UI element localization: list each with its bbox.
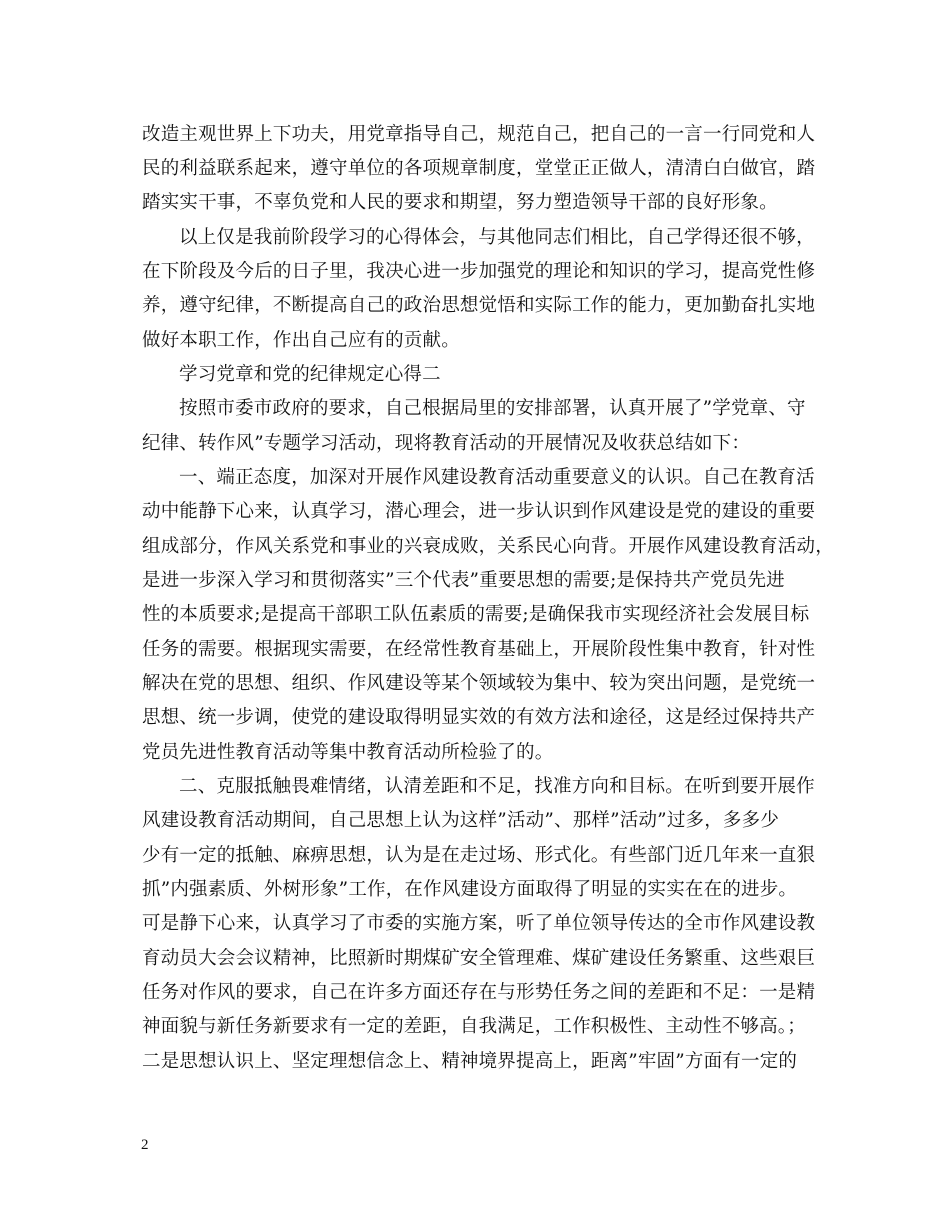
body-text-line: 是进一步深入学习和贯彻落实”三个代表”重要思想的需要;是保持共产党员先进 xyxy=(142,570,785,591)
body-text-line: 育动员大会会议精神，比照新时期煤矿安全管理难、煤矿建设任务繁重、这些艰巨 xyxy=(142,948,816,969)
body-text-line: 少有一定的抵触、麻痹思想，认为是在走过场、形式化。有些部门近几年来一直狠 xyxy=(142,845,816,866)
body-text-line: 任务的需要。根据现实需要，在经常性教育基础上，开展阶段性集中教育，针对性 xyxy=(142,639,816,660)
body-text-line: 抓”内强素质、外树形象”工作，在作风建设方面取得了明显的实实在在的进步。 xyxy=(142,879,798,900)
body-text-line: 以上仅是我前阶段学习的心得体会，与其他同志们相比，自己学得还很不够， xyxy=(179,227,815,248)
body-text-line: 踏实实干事，不辜负党和人民的要求和期望，努力塑造领导干部的良好形象。 xyxy=(142,192,778,213)
section-heading: 学习党章和党的纪律规定心得二 xyxy=(179,364,441,385)
body-text-line: 风建设教育活动期间，自己思想上认为这样”活动”、那样”活动”过多，多多少 xyxy=(142,810,780,831)
page-number: 2 xyxy=(141,1137,149,1153)
body-text-line: 民的利益联系起来，遵守单位的各项规章制度，堂堂正正做人，清清白白做官，踏 xyxy=(142,158,816,179)
body-text-line: 可是静下心来，认真学习了市委的实施方案，听了单位领导传达的全市作风建设教 xyxy=(142,913,816,934)
body-text-line: 二、克服抵触畏难情绪，认清差距和不足，找准方向和目标。在听到要开展作 xyxy=(179,776,815,797)
body-text-line: 组成部分，作风关系党和事业的兴衰成败，关系民心向背。开展作风建设教育活动， xyxy=(142,536,834,557)
body-text-line: 在下阶段及今后的日子里，我决心进一步加强党的理论和知识的学习，提高党性修 xyxy=(142,261,816,282)
body-text-line: 二是思想认识上、坚定理想信念上、精神境界提高上，距离”牢固”方面有一定的 xyxy=(142,1051,798,1072)
body-text-line: 党员先进性教育活动等集中教育活动所检验了的。 xyxy=(142,742,554,763)
body-text-line: 动中能静下心来，认真学习，潜心理会，进一步认识到作风建设是党的建设的重要 xyxy=(142,501,816,522)
body-text-line: 解决在党的思想、组织、作风建设等某个领域较为集中、较为突出问题，是党统一 xyxy=(142,673,816,694)
body-text-line: 思想、统一步调，使党的建设取得明显实效的有效方法和途径，这是经过保持共产 xyxy=(142,707,816,728)
body-text-line: 养，遵守纪律，不断提高自己的政治思想觉悟和实际工作的能力，更加勤奋扎实地 xyxy=(142,295,816,316)
body-text-line: 纪律、转作风”专题学习活动，现将教育活动的开展情况及收获总结如下： xyxy=(142,433,751,454)
body-text-line: 一、端正态度，加深对开展作风建设教育活动重要意义的认识。自己在教育活 xyxy=(179,467,815,488)
body-text-line: 任务对作风的要求，自己在许多方面还存在与形势任务之间的差距和不足：一是精 xyxy=(142,982,816,1003)
body-text-line: 性的本质要求;是提高干部职工队伍素质的需要;是确保我市实现经济社会发展目标 xyxy=(142,604,810,625)
body-text-line: 按照市委市政府的要求，自己根据局里的安排部署，认真开展了”学党章、守 xyxy=(179,398,806,419)
body-text-line: 神面貌与新任务新要求有一定的差距，自我满足，工作积极性、主动性不够高。； xyxy=(142,1016,806,1037)
body-text-line: 做好本职工作，作出自己应有的贡献。 xyxy=(142,330,460,351)
body-text-line: 改造主观世界上下功夫，用党章指导自己，规范自己，把自己的一言一行同党和人 xyxy=(142,124,816,145)
